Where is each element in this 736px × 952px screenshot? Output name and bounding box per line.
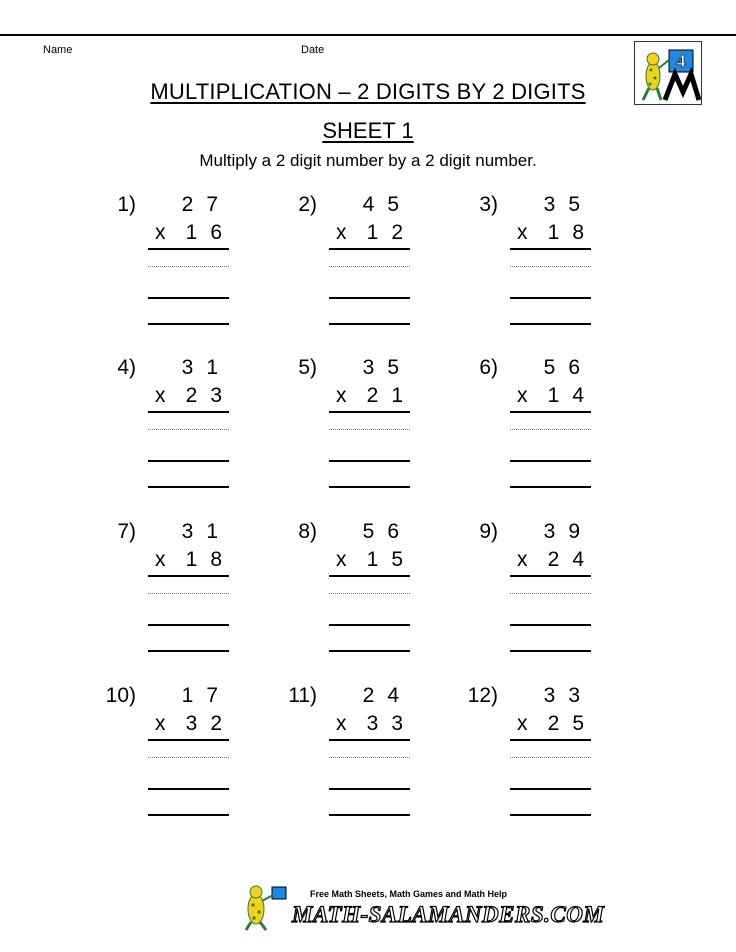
name-label: Name [43,44,73,56]
multiplicand: 45 [362,193,412,216]
working-line [329,757,410,758]
problem-8 [269,520,419,665]
multiplier-row [329,384,416,413]
worksheet-title: MULTIPLICATION – 2 DIGITS BY 2 DIGITS [150,79,586,104]
problem-7 [88,520,238,665]
multiplier-row [510,712,597,741]
multiplier-row [148,712,235,741]
answer-line[interactable] [510,624,591,626]
times-sign: x [336,548,347,571]
answer-line[interactable] [329,788,410,790]
multiplicand: 56 [362,520,412,543]
problem-number: 10) [105,684,136,707]
problem-12 [450,684,600,829]
problem-6 [450,356,600,501]
problem-number: 3) [479,193,498,216]
times-sign: x [336,384,347,407]
multiplier: 25 [547,712,597,735]
multiplier-row [148,548,235,577]
multiplicand: 27 [181,193,231,216]
answer-line[interactable] [329,323,410,325]
answer-line[interactable] [329,814,410,816]
answer-line[interactable] [510,323,591,325]
problem-10 [88,684,238,829]
answer-line[interactable] [148,323,229,325]
multiplicand: 33 [543,684,593,707]
footer-brand[interactable]: MATH-SALAMANDERS.COM [292,902,605,927]
multiplier: 24 [547,548,597,571]
working-line [510,593,591,594]
problem-number: 6) [479,356,498,379]
times-sign: x [155,384,166,407]
times-sign: x [155,712,166,735]
multiplier-row [329,221,416,250]
multiplicand: 35 [543,193,593,216]
multiplier-row [510,384,597,413]
answer-line[interactable] [510,650,591,652]
multiplier: 18 [185,548,235,571]
multiplicand: 31 [181,520,231,543]
multiplicand: 39 [543,520,593,543]
working-line [329,429,410,430]
footer-salamander-icon [236,883,292,931]
multiplicand: 35 [362,356,412,379]
sheet-number: SHEET 1 [322,118,414,143]
answer-line[interactable] [510,460,591,462]
working-line [510,757,591,758]
working-line [510,429,591,430]
times-sign: x [155,548,166,571]
instructions: Multiply a 2 digit number by a 2 digit number. [199,151,537,170]
problem-number: 8) [298,520,317,543]
answer-line[interactable] [329,624,410,626]
working-line [329,593,410,594]
multiplicand: 24 [362,684,412,707]
answer-line[interactable] [510,788,591,790]
footer-tagline: Free Math Sheets, Math Games and Math Help [310,889,508,899]
multiplier: 14 [547,384,597,407]
answer-line[interactable] [329,486,410,488]
answer-line[interactable] [329,460,410,462]
problem-5 [269,356,419,501]
multiplicand: 17 [181,684,231,707]
multiplicand: 31 [181,356,231,379]
multiplier: 15 [366,548,416,571]
problem-3 [450,193,600,338]
multiplier: 21 [366,384,416,407]
problem-number: 9) [479,520,498,543]
working-line [148,266,229,267]
times-sign: x [517,384,528,407]
working-line [148,429,229,430]
problem-number: 7) [117,520,136,543]
answer-line[interactable] [148,486,229,488]
times-sign: x [517,712,528,735]
answer-line[interactable] [148,814,229,816]
working-line [148,593,229,594]
answer-line[interactable] [148,788,229,790]
multiplier: 23 [185,384,235,407]
answer-line[interactable] [329,297,410,299]
answer-line[interactable] [329,650,410,652]
multiplier: 32 [185,712,235,735]
times-sign: x [517,221,528,244]
times-sign: x [336,221,347,244]
problem-number: 12) [467,684,498,707]
multiplier: 12 [366,221,416,244]
grade-number: 4 [676,51,686,71]
problem-number: 5) [298,356,317,379]
problem-number: 11) [288,684,317,707]
multiplier-row [510,221,597,250]
date-label: Date [301,44,325,56]
times-sign: x [517,548,528,571]
times-sign: x [155,221,166,244]
problem-number: 2) [298,193,317,216]
problem-number: 4) [117,356,136,379]
multiplier-row [148,384,235,413]
multiplier-row [148,221,235,250]
working-line [329,266,410,267]
multiplier: 16 [185,221,235,244]
multiplier: 33 [366,712,416,735]
multiplier-row [329,548,416,577]
problem-1 [88,193,238,338]
multiplier-row [329,712,416,741]
answer-line[interactable] [148,460,229,462]
answer-line[interactable] [510,486,591,488]
answer-line[interactable] [148,624,229,626]
problem-9 [450,520,600,665]
working-line [510,266,591,267]
answer-line[interactable] [510,814,591,816]
answer-line[interactable] [148,650,229,652]
answer-line[interactable] [148,297,229,299]
multiplier: 18 [547,221,597,244]
multiplicand: 56 [543,356,593,379]
problem-4 [88,356,238,501]
answer-line[interactable] [510,297,591,299]
multiplier-row [510,548,597,577]
top-rule [0,34,736,36]
working-line [148,757,229,758]
problem-number: 1) [117,193,136,216]
times-sign: x [336,712,347,735]
problem-11 [269,684,419,829]
problem-2 [269,193,419,338]
